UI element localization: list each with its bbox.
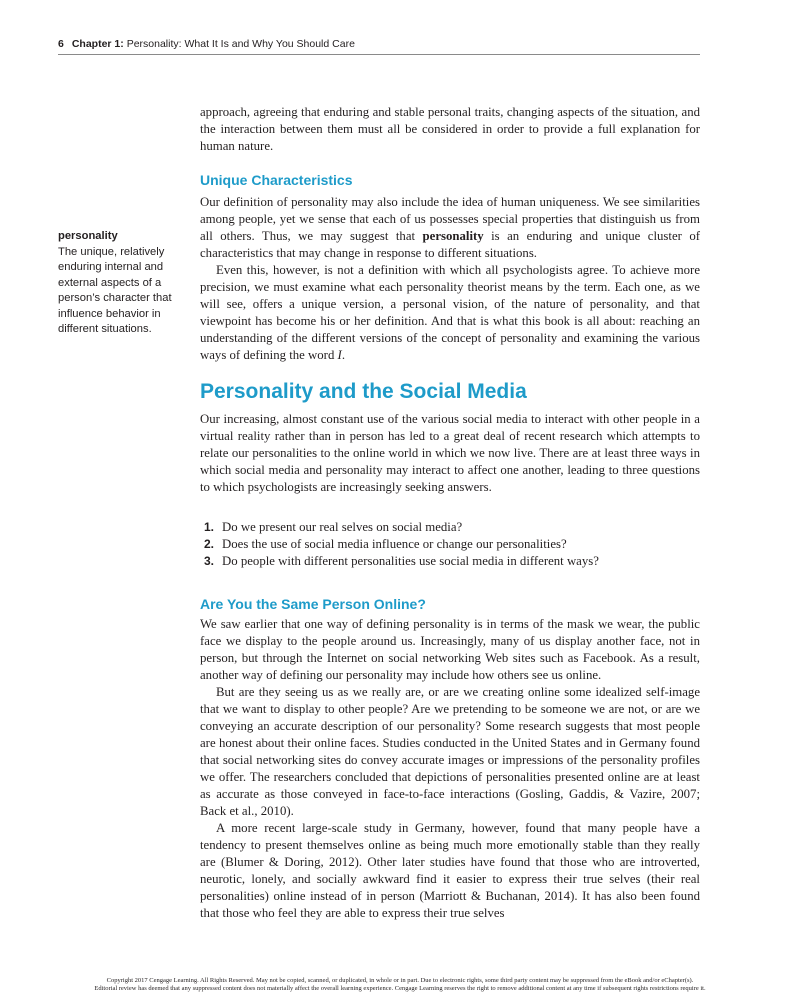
online-paragraphs <box>200 616 700 922</box>
italic-i: I <box>337 348 342 362</box>
copyright-line-2: Editorial review has deemed that any suppressed content does not materially affect the overall learning experience. Cengage Learning reserves the right to remove additional content at any time if subsequent rights restrictions require it. <box>94 985 706 992</box>
intro-paragraph-block <box>200 104 700 155</box>
list-item <box>200 553 700 570</box>
glossary-margin-note <box>58 229 183 338</box>
copyright-line-1: Copyright 2017 Cengage Learning. All Rights Reserved. May not be copied, scanned, or duplicated, in whole or in part. Due to electronic rights, some third party content may be suppressed from the eBook and/or eChapter(s). <box>106 977 694 984</box>
section-heading-online: Are You the Same Person Online? <box>200 596 426 612</box>
intro-paragraph: approach, agreeing that enduring and stable personal traits, changing aspects of the situation, and the interaction between them must all be considered in order to provide a full explanation for human nature. <box>200 105 700 153</box>
chapter-label: Chapter 1: <box>71 38 124 50</box>
glossary-definition: The unique, relatively enduring internal and external aspects of a person’s character that influence behavior in different situations. <box>58 245 172 335</box>
unique-paragraphs <box>200 194 700 364</box>
list-text: Do we present our real selves on social media? <box>222 520 463 534</box>
list-number: 3. <box>204 554 215 568</box>
social-media-paragraph-block <box>200 411 700 496</box>
unique-paragraph-2 <box>200 262 700 364</box>
copyright-footer <box>20 977 780 993</box>
list-text: Do people with different personalities use social media in different ways? <box>222 554 599 568</box>
unique-p1-text-a: Our definition of personality may also include the idea of human uniqueness. We see similarities among people, yet we sense that each of us possesses special properties that distinguish us from all others. Thus, we may suggest that <box>200 195 700 243</box>
online-paragraph-1: We saw earlier that one way of defining personality is in terms of the mask we wear, the public face we display to the people around us. Increasingly, many of us display another face, not in person, but through the Internet on social networking Web sites such as Facebook. As a result, another way of defining our personality may include how others see us online. <box>200 617 700 682</box>
chapter-title: Personality: What It Is and Why You Should Care <box>126 38 355 50</box>
personality-term: personality <box>422 229 484 243</box>
unique-p1-text-b: is an enduring and unique cluster of characteristics that may change in response to different situations. <box>200 229 700 260</box>
list-item <box>200 519 700 536</box>
section-heading-social-media: Personality and the Social Media <box>200 380 527 403</box>
unique-p2-text-b: . <box>341 348 346 362</box>
online-paragraph-2: But are they seeing us as we really are, or are we creating online some idealized self-image that we want to display to other people? Are we pretending to be someone we are not, or are we conveying an accurate description of our personality? Some research suggests that most people are honest about their online faces. Studies conducted in the United States and in Germany found that social networking sites do convey accurate images or impressions of the personality profiles we offer. The researchers concluded that depictions of personalities presented online are at least as accurate as those conveyed in face-to-face interactions (Gosling, Gaddis, & Vazire, 2007; Back et al., 2010). <box>200 685 700 818</box>
social-media-paragraph: Our increasing, almost constant use of the various social media to interact with other people in a virtual reality rather than in person has led to a great deal of recent research which attempts to relate our personalities to the online world in which we now live. There are at least three ways in which social media and personality may interact to affect one another, leading to three questions to which psychologists are increasingly seeking answers. <box>200 412 700 494</box>
list-number: 2. <box>204 537 215 551</box>
online-paragraph-3: A more recent large-scale study in Germany, however, found that many people have a tendency to present themselves online as being much more emotionally stable than they really are (Blumer & Doring, 2012). Other later studies have found that those who are introverted, neurotic, lonely, and socially awkward find it easier to express their true selves (their real personalities) online instead of in person (Marriott & Buchanan, 2014). It has also been found that those who feel they are able to express their true selves <box>200 821 700 920</box>
list-item <box>200 536 700 553</box>
unique-p2-text-a: Even this, however, is not a definition with which all psychologists agree. To achieve more precision, we must examine what each personality theorist means by the term. Each one, as we will see, offers a unique version, a personal vision, of the nature of personality, and that viewpoint has become his or her definition. And that is what this book is all about: reaching an understanding of the different versions of the concept of personality and examining the various ways of defining the word <box>200 263 700 362</box>
list-text: Does the use of social media influence or change our personalities? <box>222 537 567 551</box>
page-number: 6 <box>58 38 64 50</box>
questions-list <box>200 519 700 570</box>
list-number: 1. <box>204 520 215 534</box>
section-heading-unique: Unique Characteristics <box>200 172 353 188</box>
unique-paragraph-1 <box>200 194 700 262</box>
glossary-term: personality <box>58 230 118 242</box>
running-head <box>58 38 700 55</box>
